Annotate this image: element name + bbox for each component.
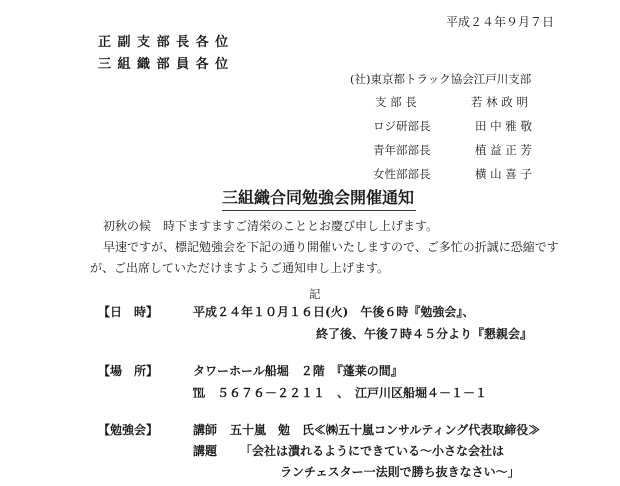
officer-role: ロジ研部長 xyxy=(373,119,431,133)
addressee-line: 正 副 支 部 長 各 位 xyxy=(98,35,230,50)
place-label: 【場 所】 xyxy=(98,364,159,378)
place-line: ℡ ５６７６－２２１１ 、 江戸川区船堀４－１－１ xyxy=(193,386,488,400)
notice-title: 三組織合同勉強会開催通知 xyxy=(222,188,415,207)
sender-organization: (社)東京都トラック協会江戸川支部 xyxy=(350,72,532,86)
topic-line: ランチェスター一法則で勝ち抜きなさい～」 xyxy=(280,465,520,479)
topic-line: 「会社は潰れるようにできている～小さな会社は xyxy=(240,444,505,458)
officer-role: 青年部部長 xyxy=(373,143,431,157)
officer-role: 支 部 長 xyxy=(375,95,417,109)
datetime-label: 【日 時】 xyxy=(98,305,159,319)
ki-marker: 記 xyxy=(309,287,321,301)
datetime-line: 終了後、午後７時４５分より『懇親会』 xyxy=(316,327,533,341)
title-underline xyxy=(222,210,416,211)
seminar-label: 【勉強会】 xyxy=(98,423,159,437)
officer-name: 植 益 正 芳 xyxy=(475,143,532,157)
officer-name: 若 林 政 明 xyxy=(471,95,528,109)
officer-name: 横 山 喜 子 xyxy=(475,167,532,181)
topic-label: 講題 xyxy=(193,444,218,458)
body-paragraph-line: 早速ですが、標記勉強会を下記の通り開催いたしますので、ご多忙の折誠に恐縮です xyxy=(103,240,559,254)
document-date: 平成２４年９月７日 xyxy=(446,15,555,29)
addressee-line: 三 組 織 部 員 各 位 xyxy=(98,57,230,72)
greeting-paragraph: 初秋の候 時下ますますご清栄のこととお慶び申し上げます。 xyxy=(103,219,439,233)
officer-name: 田 中 雅 敬 xyxy=(475,119,532,133)
lecturer-text: 五十嵐 勉 氏≪㈱五十嵐コンサルティング代表取締役≫ xyxy=(230,423,541,437)
lecturer-label: 講師 xyxy=(193,423,218,437)
place-line: タワーホール船堀 ２階 『蓬莱の間』 xyxy=(193,364,403,378)
datetime-line: 平成２４年１０月１６日(火) 午後６時『勉強会』、 xyxy=(193,305,475,319)
officer-role: 女性部部長 xyxy=(373,167,431,181)
body-paragraph-line: が、ご出席していただけますようご通知申し上げます。 xyxy=(90,261,390,275)
